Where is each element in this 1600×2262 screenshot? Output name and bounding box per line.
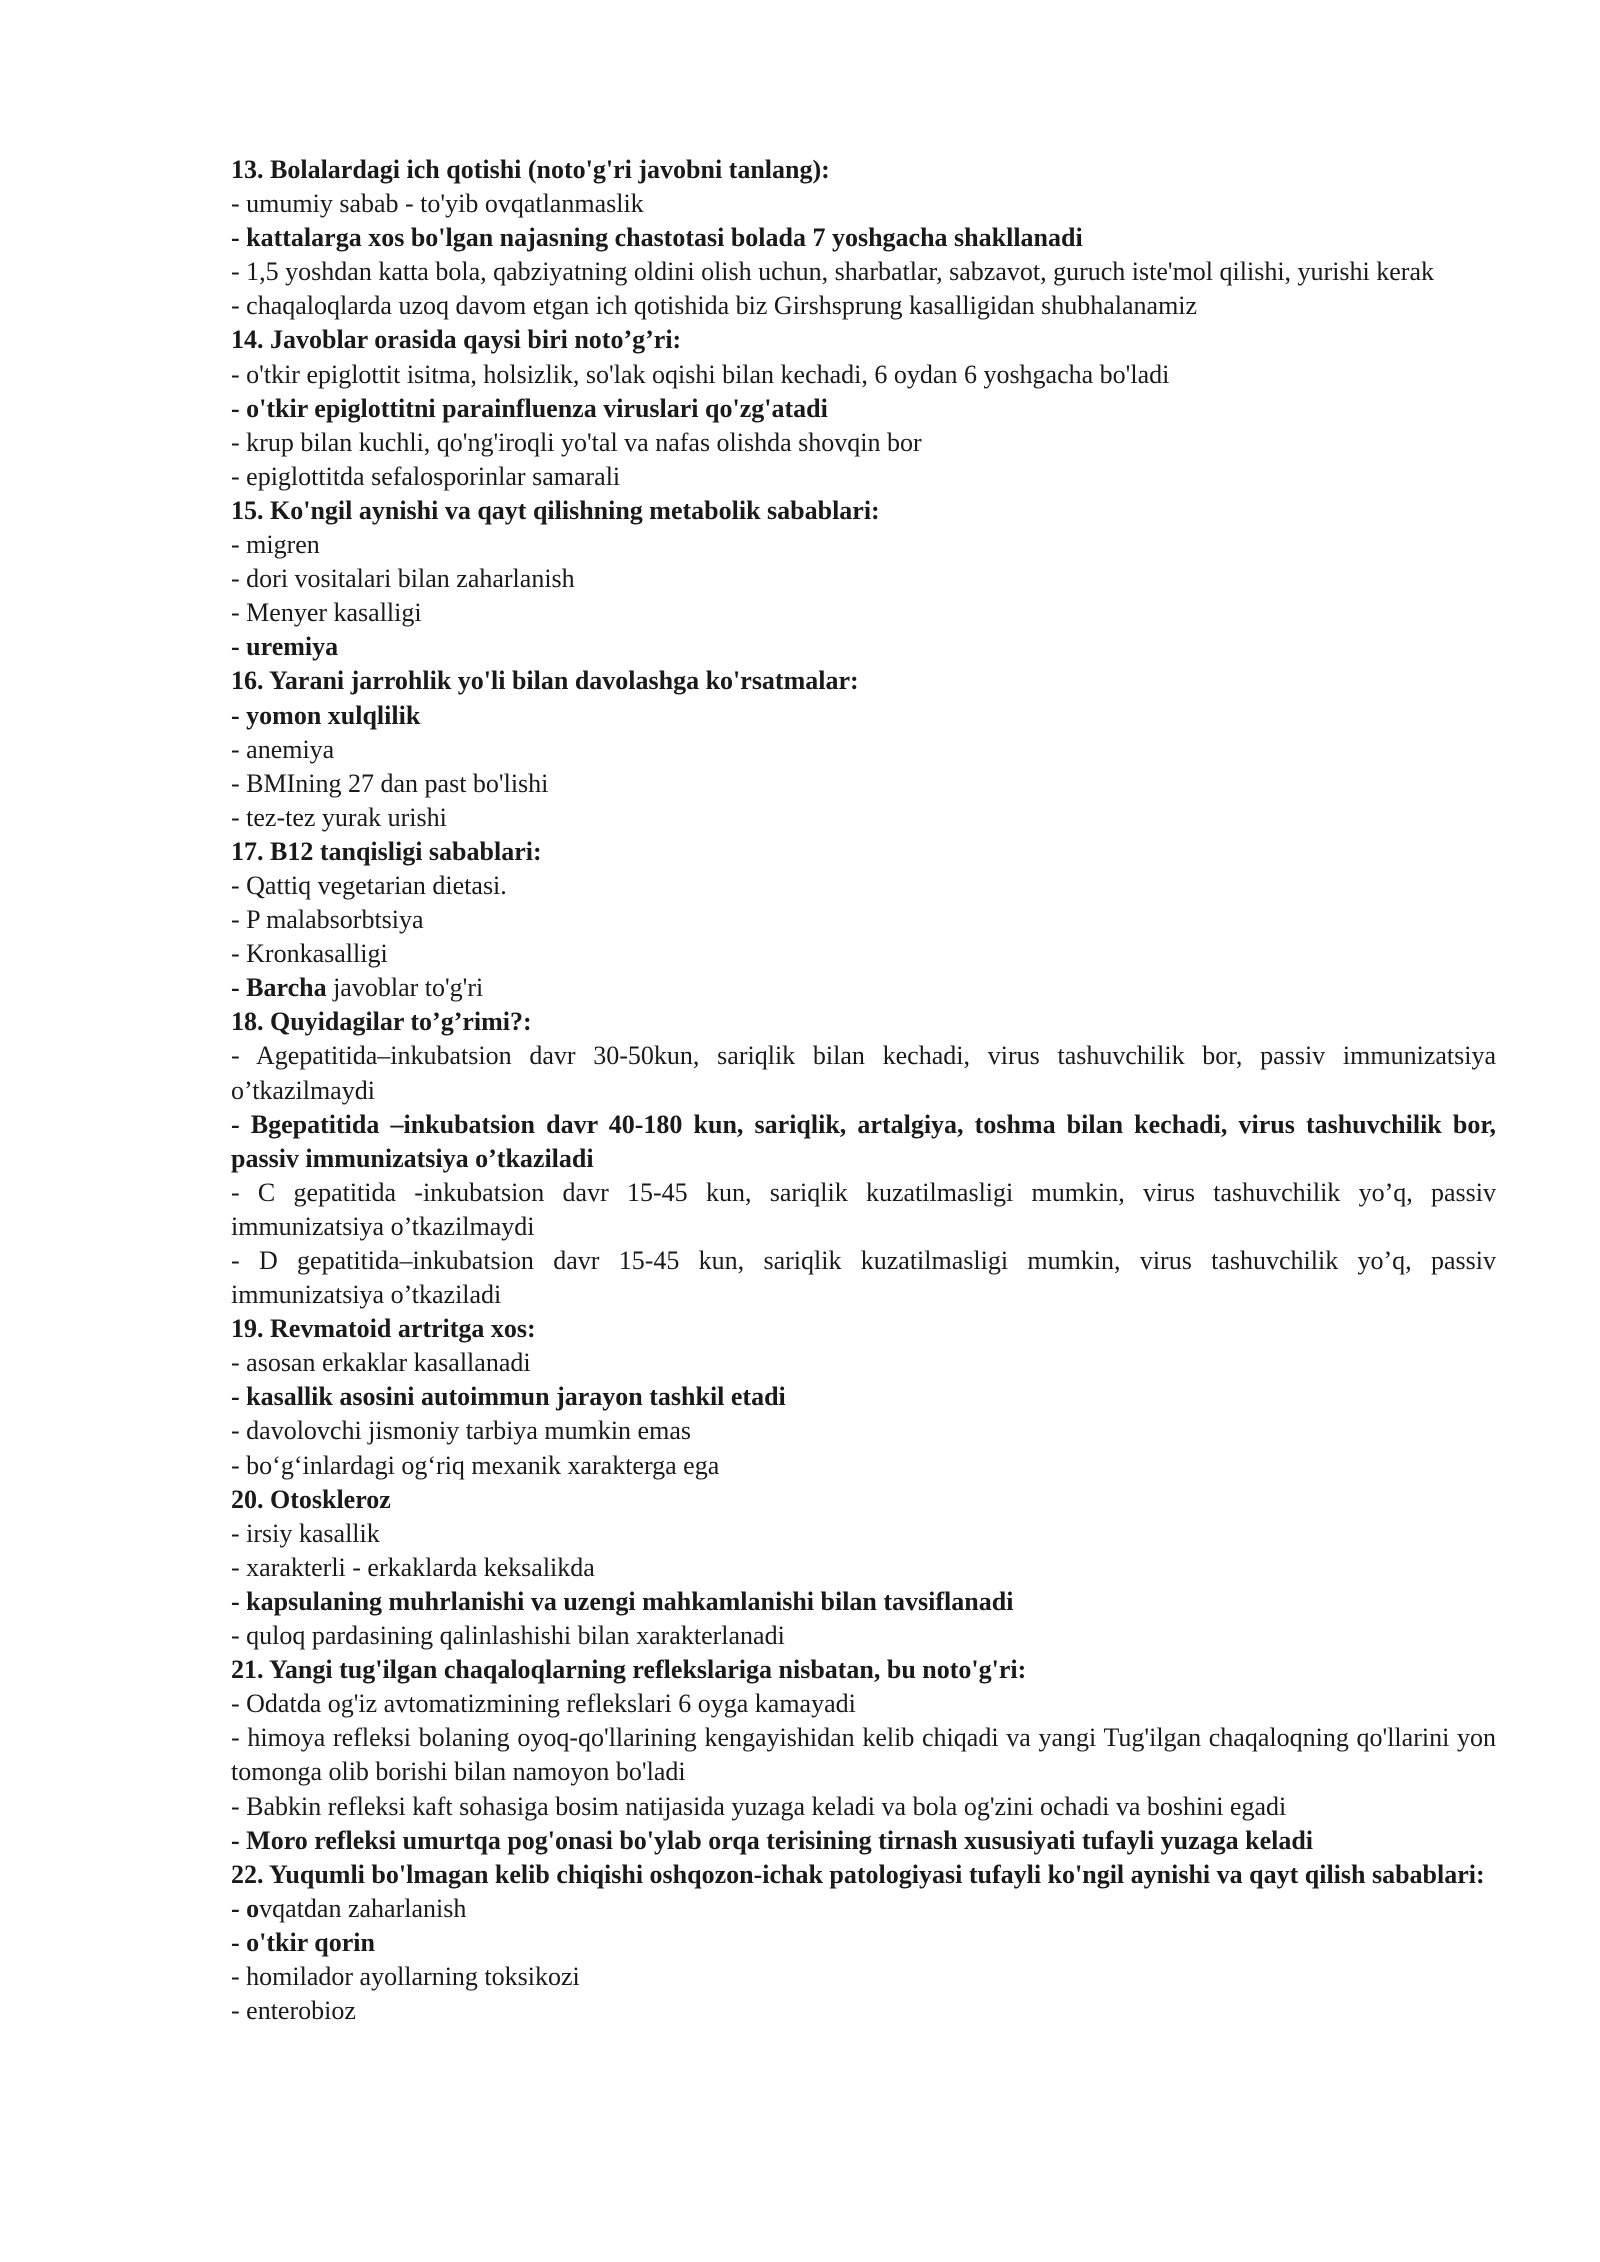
question-title: 18. Quyidagilar to’g’rimi?: bbox=[231, 1007, 532, 1037]
question-title: 16. Yarani jarrohlik yo'li bilan davolashga ko'rsatmalar: bbox=[231, 666, 859, 696]
answer-option: - enterobioz bbox=[231, 1996, 356, 2026]
answer-option: - asosan erkaklar kasallanadi bbox=[231, 1348, 531, 1378]
answer-option: - Odatda og'iz avtomatizmining reflekslari 6 oyga kamayadi bbox=[231, 1689, 856, 1719]
question-title: 13. Bolalardagi ich qotishi (noto'g'ri javobni tanlang): bbox=[231, 155, 830, 184]
answer-option-correct: - kasallik asosini autoimmun jarayon tashkil etadi bbox=[231, 1382, 786, 1412]
question-title: 20. Otoskleroz bbox=[231, 1484, 391, 1514]
answer-option-correct: - kattalarga xos bo'lgan najasning chastotasi bolada 7 yoshgacha shakllanadi bbox=[231, 223, 1083, 253]
answer-option-correct bbox=[231, 971, 1496, 1005]
question-title: 15. Ko'ngil aynishi va qayt qilishning metabolik sabablari: bbox=[231, 495, 880, 525]
answer-option-correct: - kapsulaning muhrlanishi va uzengi mahkamlanishi bilan tavsiflanadi bbox=[231, 1586, 1014, 1616]
answer-rest-part: vqatdan zaharlanish bbox=[259, 1893, 467, 1923]
answer-option: - Agepatitida–inkubatsion davr 30-50kun, sariqlik bilan kechadi, virus tashuvchilik bor, passiv immunizatsiya o’tkazilmaydi bbox=[231, 1041, 1496, 1105]
answer-option: - o'tkir epiglottit isitma, holsizlik, so'lak oqishi bilan kechadi, 6 oydan 6 yoshgacha bo'ladi bbox=[231, 359, 1170, 389]
answer-option-correct: - Moro refleksi umurtqa pog'onasi bo'ylab orqa terisining tirnash xususiyati tufayli yuzaga keladi bbox=[231, 1825, 1314, 1855]
answer-option: - dori vositalari bilan zaharlanish bbox=[231, 564, 575, 594]
answer-option: - himoya refleksi bolaning oyoq-qo'llarining kengayishidan kelib chiqadi va yangi Tug'ilgan chaqaloqning qo'llarini yon tomonga olib borishi bilan namoyon bo'ladi bbox=[231, 1723, 1496, 1787]
answer-option-correct: - yomon xulqlilik bbox=[231, 700, 421, 730]
answer-option: - migren bbox=[231, 530, 320, 560]
answer-option: - chaqaloqlarda uzoq davom etgan ich qotishida biz Girshsprung kasalligidan shubhalanamiz bbox=[231, 291, 1198, 321]
question-title: 14. Javoblar orasida qaysi biri noto’g’ri: bbox=[231, 325, 682, 355]
answer-option: - davolovchi jismoniy tarbiya mumkin emas bbox=[231, 1416, 691, 1446]
question-title: 19. Revmatoid artritga xos: bbox=[231, 1314, 536, 1344]
answer-option-correct: - o'tkir qorin bbox=[231, 1927, 375, 1957]
answer-option: - anemiya bbox=[231, 734, 335, 764]
answer-option: - Qattiq vegetarian dietasi. bbox=[231, 870, 507, 900]
answer-option: - xarakterli - erkaklarda keksalikda bbox=[231, 1552, 595, 1582]
answer-option: - D gepatitida–inkubatsion davr 15-45 kun, sariqlik kuzatilmasligi mumkin, virus tashuvchilik yo’q, passiv immunizatsiya o’tkaziladi bbox=[231, 1246, 1496, 1310]
answer-option: - 1,5 yoshdan katta bola, qabziyatning oldini olish uchun, sharbatlar, sabzavot, guruch iste'mol qilishi, yurishi kerak bbox=[231, 257, 1435, 287]
answer-option-correct: - Bgepatitida –inkubatsion davr 40-180 kun, sariqlik, artalgiya, toshma bilan kechadi, virus tashuvchilik bor, passiv immunizatsiya o’tkaziladi bbox=[231, 1109, 1496, 1173]
answer-option: - P malabsorbtsiya bbox=[231, 905, 424, 935]
answer-option: - BMIning 27 dan past bo'lishi bbox=[231, 768, 549, 798]
question-title: 21. Yangi tug'ilgan chaqaloqlarning reflekslariga nisbatan, bu noto'g'ri: bbox=[231, 1655, 1027, 1685]
document-page bbox=[231, 153, 1496, 2028]
answer-option: - C gepatitida -inkubatsion davr 15-45 kun, sariqlik kuzatilmasligi mumkin, virus tashuvchilik yo’q, passiv immunizatsiya o’tkazilmaydi bbox=[231, 1177, 1496, 1241]
answer-option-correct: - o'tkir epiglottitni parainfluenza viruslari qo'zg'atadi bbox=[231, 393, 828, 423]
answer-option: - epiglottitda sefalosporinlar samarali bbox=[231, 461, 621, 491]
answer-option: - Kronkasalligi bbox=[231, 939, 388, 969]
answer-bold-part: - o bbox=[231, 1893, 260, 1923]
answer-rest-part: javoblar to'g'ri bbox=[326, 973, 484, 1003]
answer-option: - tez-tez yurak urishi bbox=[231, 802, 447, 832]
answer-option: - krup bilan kuchli, qo'ng'iroqli yo'tal va nafas olishda shovqin bor bbox=[231, 427, 922, 457]
answer-option: - bo‘g‘inlardagi og‘riq mexanik xarakterga ega bbox=[231, 1450, 720, 1480]
answer-option: - homilador ayollarning toksikozi bbox=[231, 1961, 580, 1991]
answer-option: - Babkin refleksi kaft sohasiga bosim natijasida yuzaga keladi va bola og'zini ochadi va boshini egadi bbox=[231, 1791, 1287, 1821]
answer-option: - irsiy kasallik bbox=[231, 1518, 380, 1548]
question-title: 17. B12 tanqisligi sabablari: bbox=[231, 836, 542, 866]
question-title: 22. Yuqumli bo'lmagan kelib chiqishi oshqozon-ichak patologiyasi tufayli ko'ngil aynishi va qayt qilish sabablari: bbox=[231, 1859, 1485, 1889]
answer-option bbox=[231, 1892, 1496, 1926]
answer-option: - quloq pardasining qalinlashishi bilan xarakterlanadi bbox=[231, 1621, 785, 1651]
answer-option-correct: - uremiya bbox=[231, 632, 339, 662]
answer-option: - Menyer kasalligi bbox=[231, 598, 422, 628]
answer-bold-part: - Barcha bbox=[231, 973, 327, 1003]
answer-option: - umumiy sabab - to'yib ovqatlanmaslik bbox=[231, 189, 644, 219]
